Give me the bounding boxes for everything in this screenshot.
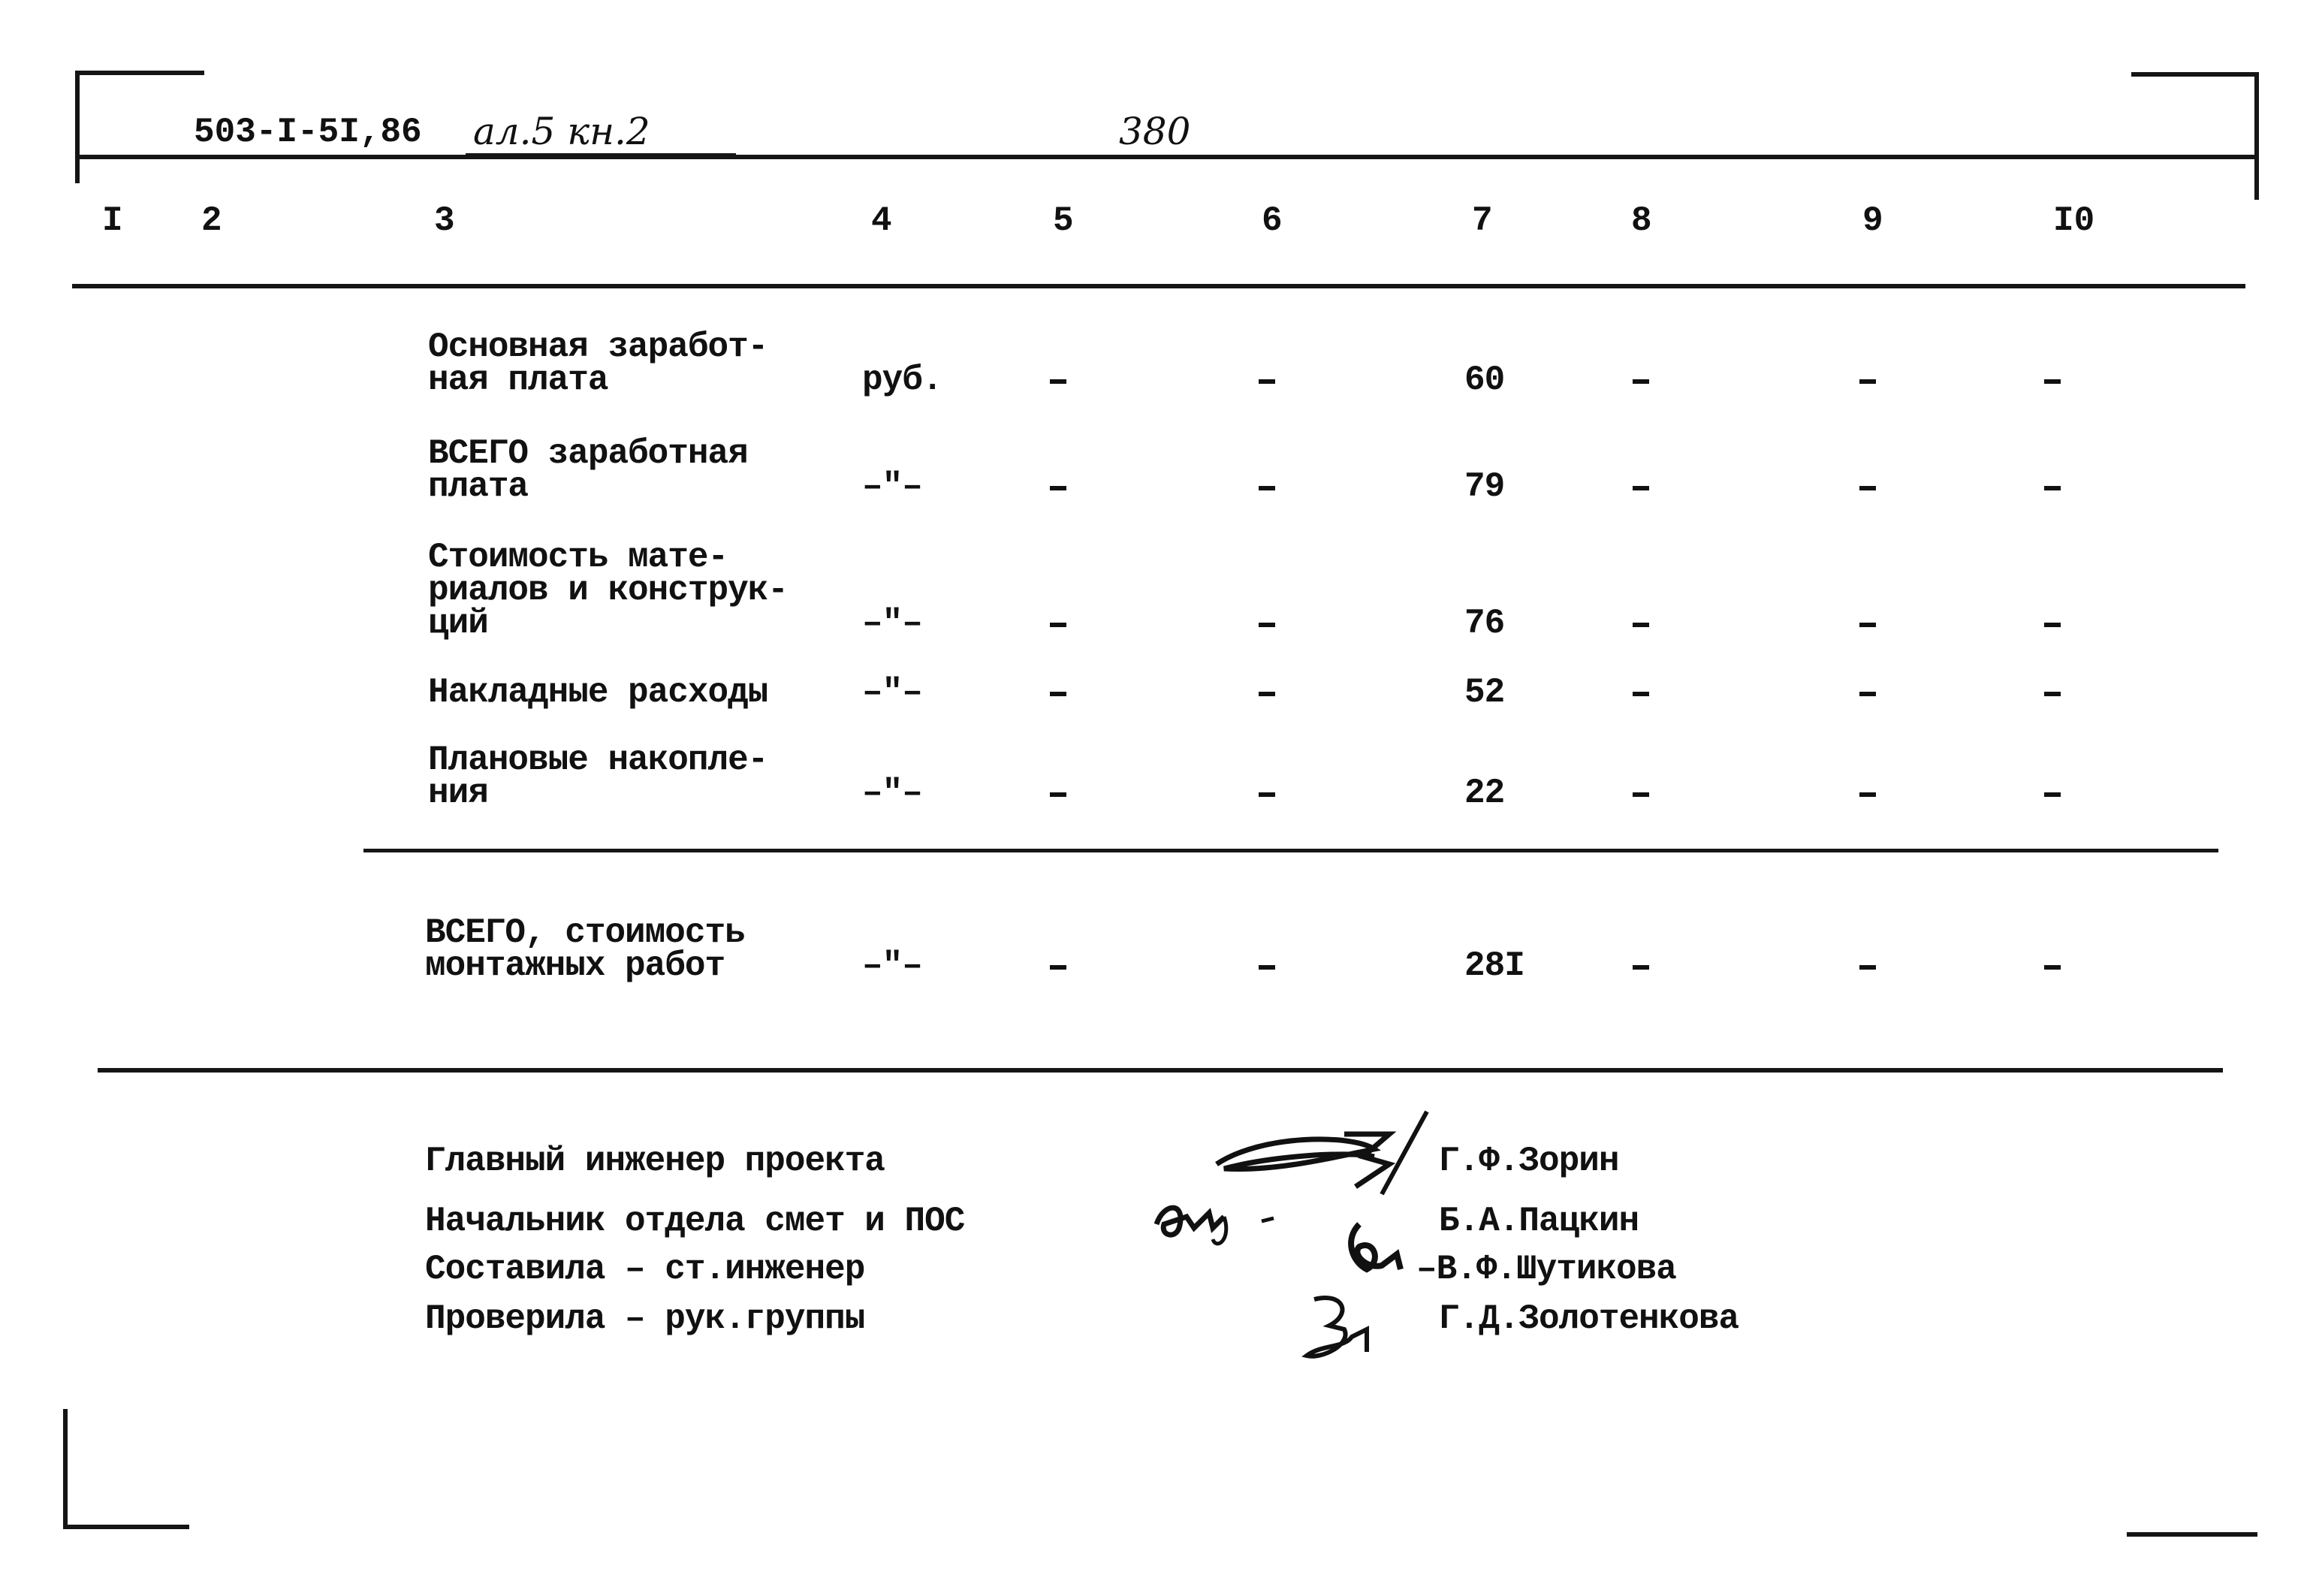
subtotal-rule: [363, 849, 2218, 852]
dash-cell: [1633, 692, 1649, 696]
row-unit: руб.: [862, 361, 942, 400]
handwritten-signature: [1141, 1194, 1292, 1254]
row-col7-value: 60: [1464, 361, 1505, 400]
dash-cell: [1259, 379, 1275, 384]
frame-corner-bottom-left-v: [63, 1409, 68, 1529]
total-label: ВСЕГО, стоимость монтажных работ: [425, 913, 745, 985]
frame-corner-top-right-v: [2254, 72, 2259, 200]
dash-cell: [1633, 792, 1649, 797]
dash-cell: [1259, 692, 1275, 696]
handwritten-signature: [1202, 1104, 1442, 1202]
column-number: 3: [434, 201, 455, 240]
frame-corner-top-right-h: [2131, 72, 2259, 77]
dash-cell: [2044, 486, 2061, 490]
column-number: 9: [1862, 201, 1883, 240]
signature-role: Составила – ст.инженер: [425, 1250, 865, 1289]
dash-cell: [1050, 692, 1066, 696]
dash-cell: [1050, 965, 1066, 970]
signature-name: Б.А.Пацкин: [1439, 1202, 1639, 1241]
column-number: I0: [2053, 201, 2095, 240]
dash-cell: [2044, 623, 2061, 627]
album-reference: ал.5 кн.2: [473, 110, 650, 153]
dash-cell: [1859, 379, 1876, 384]
dash-cell: [1859, 486, 1876, 490]
signature-name: Г.Д.Золотенкова: [1439, 1299, 1739, 1338]
dash-cell: [1050, 486, 1066, 490]
dash-cell: [1259, 792, 1275, 797]
frame-corner-bottom-left-h: [63, 1525, 189, 1529]
column-number: 6: [1262, 201, 1283, 240]
dash-cell: [1050, 792, 1066, 797]
table-bottom-rule: [98, 1068, 2223, 1073]
column-number: 5: [1053, 201, 1074, 240]
dash-cell: [2044, 792, 2061, 797]
document-code: 503-I-5I,86: [194, 113, 422, 152]
row-col7-value: 52: [1464, 673, 1505, 712]
column-number: I: [102, 201, 123, 240]
row-unit: –"–: [862, 673, 922, 712]
row-label: Накладные расходы: [428, 673, 768, 712]
dash-cell: [1050, 623, 1066, 627]
total-unit: –"–: [862, 946, 922, 985]
row-col7-value: 79: [1464, 467, 1505, 506]
dash-cell: [2044, 965, 2061, 970]
row-unit: –"–: [862, 604, 922, 643]
row-unit: –"–: [862, 774, 922, 813]
row-col7-value: 76: [1464, 604, 1505, 643]
signature-name: –В.Ф.Шутикова: [1416, 1250, 1676, 1289]
column-number: 8: [1631, 201, 1652, 240]
dash-cell: [1859, 965, 1876, 970]
dash-cell: [1633, 623, 1649, 627]
signature-role: Проверила – рук.группы: [425, 1299, 865, 1338]
signature-name: Г.Ф.Зорин: [1439, 1142, 1619, 1181]
handwritten-signature: [1292, 1284, 1389, 1374]
column-number: 4: [871, 201, 892, 240]
dash-cell: [1259, 623, 1275, 627]
dash-cell: [1859, 623, 1876, 627]
signature-role: Главный инженер проекта: [425, 1142, 885, 1181]
dash-cell: [1259, 486, 1275, 490]
dash-cell: [2044, 692, 2061, 696]
row-col7-value: 22: [1464, 774, 1505, 813]
row-unit: –"–: [862, 467, 922, 506]
dash-cell: [1633, 379, 1649, 384]
dash-cell: [1633, 965, 1649, 970]
row-label: Плановые накопле- ния: [428, 741, 768, 813]
dash-cell: [1859, 792, 1876, 797]
column-number: 7: [1472, 201, 1493, 240]
frame-corner-top-left-v: [75, 71, 80, 183]
column-number: 2: [201, 201, 222, 240]
column-header-rule: [72, 284, 2245, 288]
frame-corner-top-left-h: [75, 71, 204, 75]
dash-cell: [1259, 965, 1275, 970]
dash-cell: [1633, 486, 1649, 490]
sheet-number: 380: [1119, 110, 1191, 153]
dash-cell: [1050, 379, 1066, 384]
dash-cell: [2044, 379, 2061, 384]
frame-corner-bottom-right-h: [2127, 1532, 2257, 1537]
row-label: Стоимость мате- риалов и конструк- ций: [428, 538, 788, 643]
header-rule: [80, 155, 2259, 159]
signature-role: Начальник отдела смет и ПОС: [425, 1202, 965, 1241]
row-label: Основная заработ- ная плата: [428, 327, 768, 400]
total-col7-value: 28I: [1464, 946, 1524, 985]
row-label: ВСЕГО заработная плата: [428, 434, 748, 506]
dash-cell: [1859, 692, 1876, 696]
